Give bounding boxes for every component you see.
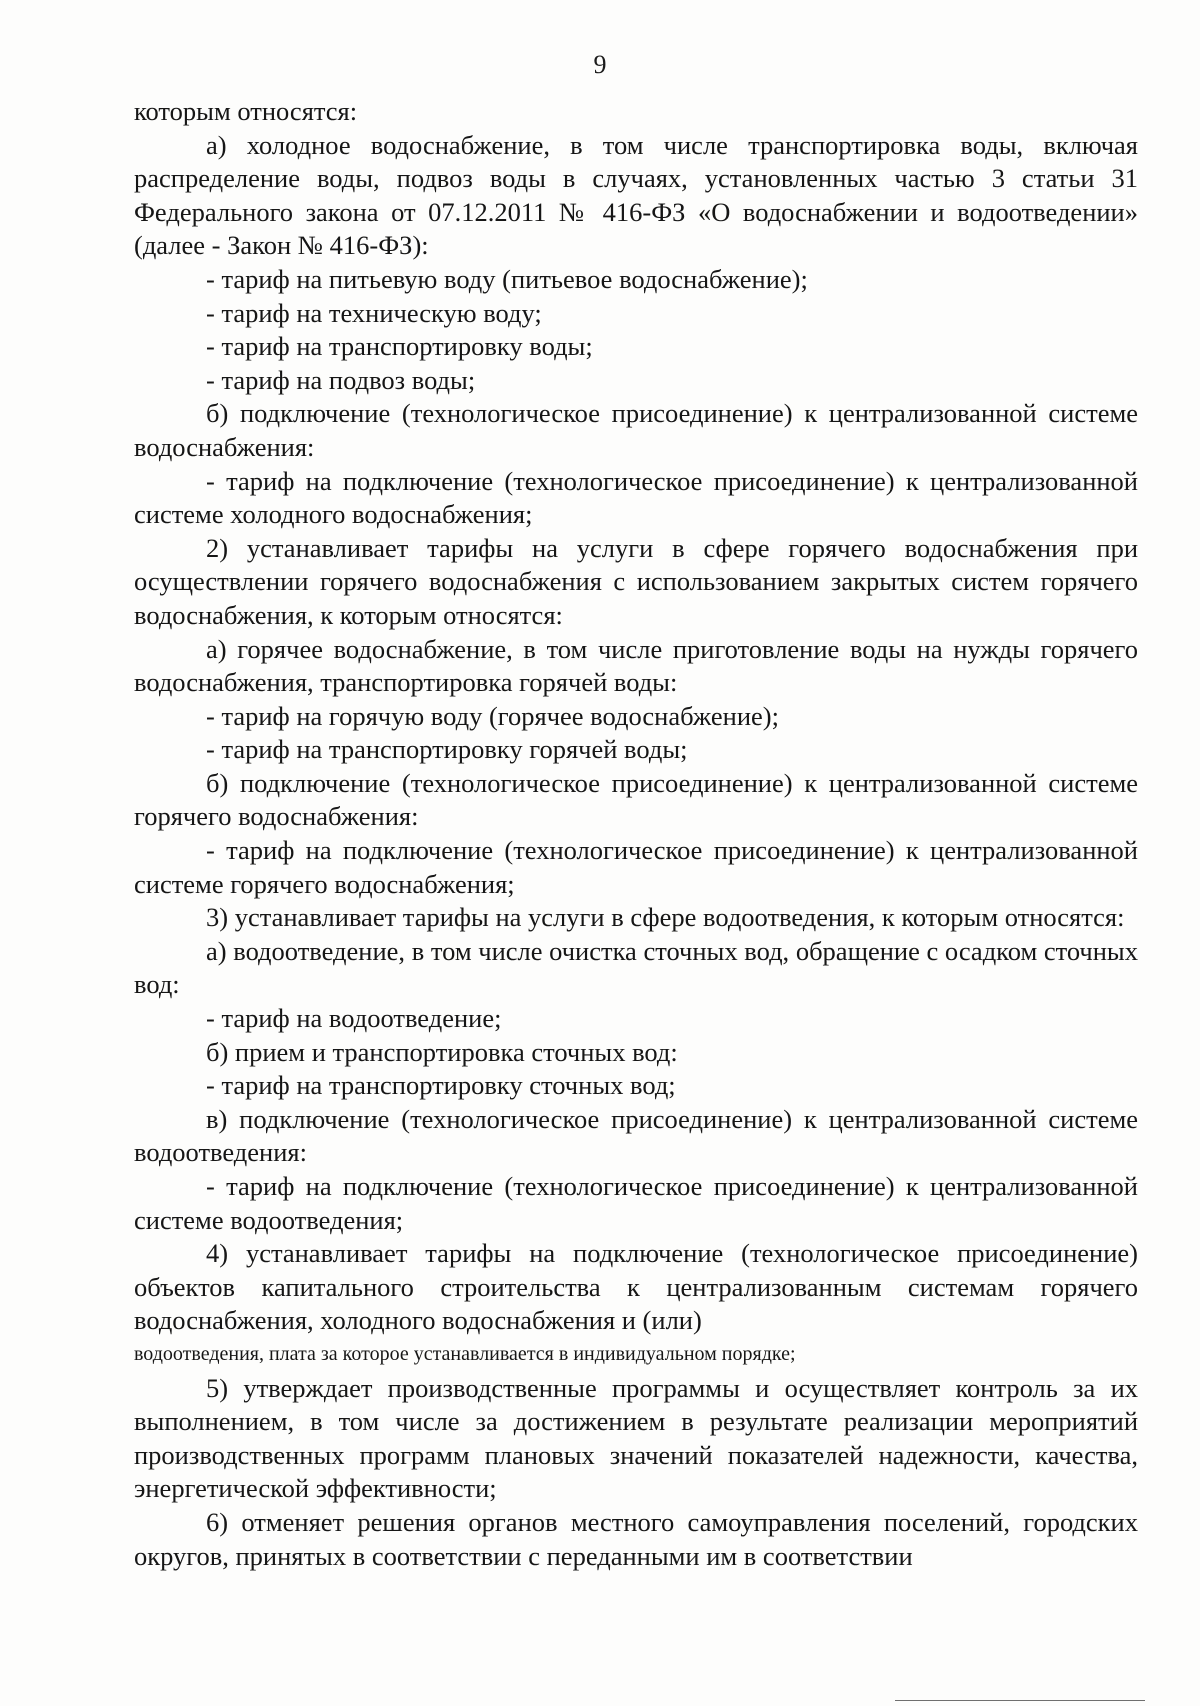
paragraph: - тариф на транспортировку воды; <box>206 331 593 362</box>
paragraph: б) прием и транспортировка сточных вод: <box>206 1036 678 1067</box>
paragraph: а) водоотведение, в том числе очистка сточных вод, обращение с осадком сточных вод: <box>134 935 1138 1000</box>
paragraph: а) холодное водоснабжение, в том числе транспортировка воды, включая распределение воды, подвоз воды в случаях, установленных частью 3 статьи 31 Федерального закона от 07.12.2011 № 416-ФЗ «О водоснабжении и водоотведении» (далее - Закон № 416-ФЗ): <box>134 129 1138 261</box>
paragraph: 5) утверждает производственные программы и осуществляет контроль за их выполнением, в том числе за достижением в результате реализации мероприятий производственных программ плановых значений показателей надежности, качества, энергетической эффективности; <box>134 1372 1138 1504</box>
paragraph: - тариф на транспортировку горячей воды; <box>206 734 688 765</box>
paragraph: - тариф на подвоз воды; <box>206 364 476 395</box>
paragraph: - тариф на подключение (технологическое присоединение) к централизованной системе водоотведения; <box>134 1171 1138 1235</box>
footer-rule <box>895 1700 1145 1701</box>
paragraph: водоотведения, плата за которое устанавливается в индивидуальном порядке; <box>134 1342 796 1365</box>
paragraph: 6) отменяет решения органов местного самоуправления поселений, городских округов, принятых в соответствии с переданными им в соответствии <box>134 1506 1138 1571</box>
paragraph: - тариф на горячую воду (горячее водоснабжение); <box>206 700 779 731</box>
paragraph: - тариф на водоотведение; <box>206 1003 502 1034</box>
paragraph: 2) устанавливает тарифы на услуги в сфере горячего водоснабжения при осуществлении горячего водоснабжения с использованием закрытых систем горячего водоснабжения, к которым относятся: <box>134 532 1138 630</box>
paragraph: в) подключение (технологическое присоединение) к централизованной системе водоотведения: <box>134 1103 1138 1168</box>
document-body <box>134 95 1138 1573</box>
paragraph: - тариф на транспортировку сточных вод; <box>206 1070 676 1101</box>
paragraph: б) подключение (технологическое присоединение) к централизованной системе горячего водоснабжения: <box>134 767 1138 832</box>
paragraph: 3) устанавливает тарифы на услуги в сфере водоотведения, к которым относятся: <box>206 902 1125 933</box>
paragraph: 4) устанавливает тарифы на подключение (технологическое присоединение) объектов капитального строительства к централизованным системам горячего водоснабжения, холодного водоснабжения и (или) <box>134 1238 1138 1336</box>
paragraph: - тариф на подключение (технологическое присоединение) к централизованной системе холодного водоснабжения; <box>134 465 1138 530</box>
paragraph: б) подключение (технологическое присоединение) к централизованной системе водоснабжения: <box>134 398 1138 462</box>
page-number: 9 <box>593 50 607 79</box>
paragraph: которым относятся: <box>134 96 358 126</box>
paragraph: а) горячее водоснабжение, в том числе приготовление воды на нужды горячего водоснабжения, транспортировка горячей воды: <box>134 633 1138 698</box>
paragraph: - тариф на питьевую воду (питьевое водоснабжение); <box>206 263 808 294</box>
paragraph: - тариф на подключение (технологическое присоединение) к централизованной системе горячего водоснабжения; <box>134 835 1138 899</box>
paragraph: - тариф на техническую воду; <box>206 297 542 328</box>
